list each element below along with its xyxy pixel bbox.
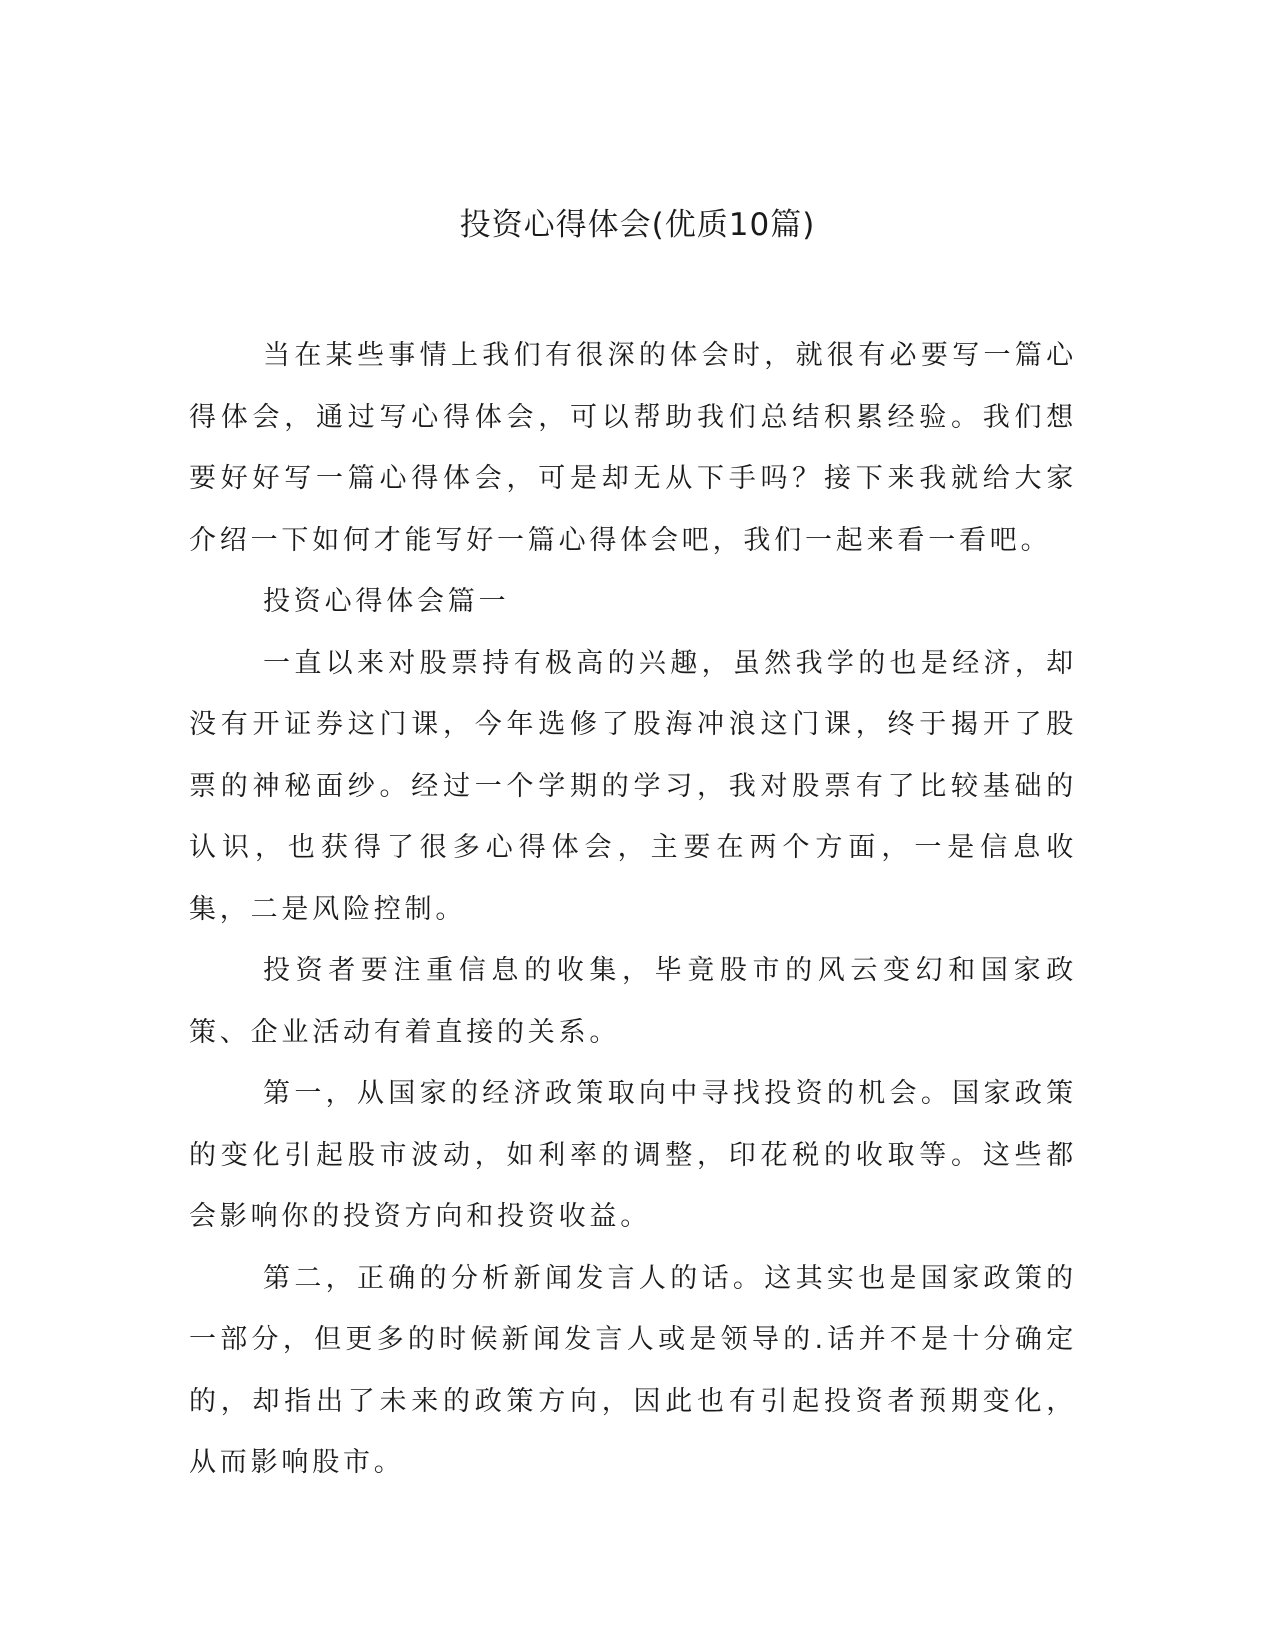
body-paragraph: 第二，正确的分析新闻发言人的话。这其实也是国家政策的一部分，但更多的时候新闻发言人或是领导的.话并不是十分确定的，却指出了未来的政策方向，因此也有引起投资者预期变化，从而影响股市。	[189, 1262, 1077, 1478]
body-paragraph: 第一，从国家的经济政策取向中寻找投资的机会。国家政策的变化引起股市波动，如利率的调整，印花税的收取等。这些都会影响你的投资方向和投资收益。	[189, 1078, 1077, 1232]
document-title: 投资心得体会(优质10篇)	[459, 207, 816, 243]
intro-paragraph: 当在某些事情上我们有很深的体会时，就很有必要写一篇心得体会，通过写心得体会，可以帮助我们总结积累经验。我们想要好好写一篇心得体会，可是却无从下手吗？接下来我就给大家介绍一下如何才能写好一篇心得体会吧，我们一起来看一看吧。	[189, 340, 1077, 556]
body-paragraph: 投资者要注重信息的收集，毕竟股市的风云变幻和国家政策、企业活动有着直接的关系。	[189, 955, 1077, 1048]
section-heading: 投资心得体会篇一	[263, 586, 510, 617]
document-body	[189, 325, 1077, 1494]
body-paragraph: 一直以来对股票持有极高的兴趣，虽然我学的也是经济，却没有开证券这门课，今年选修了股海冲浪这门课，终于揭开了股票的神秘面纱。经过一个学期的学习，我对股票有了比较基础的认识，也获得了很多心得体会，主要在两个方面，一是信息收集，二是风险控制。	[189, 647, 1077, 925]
